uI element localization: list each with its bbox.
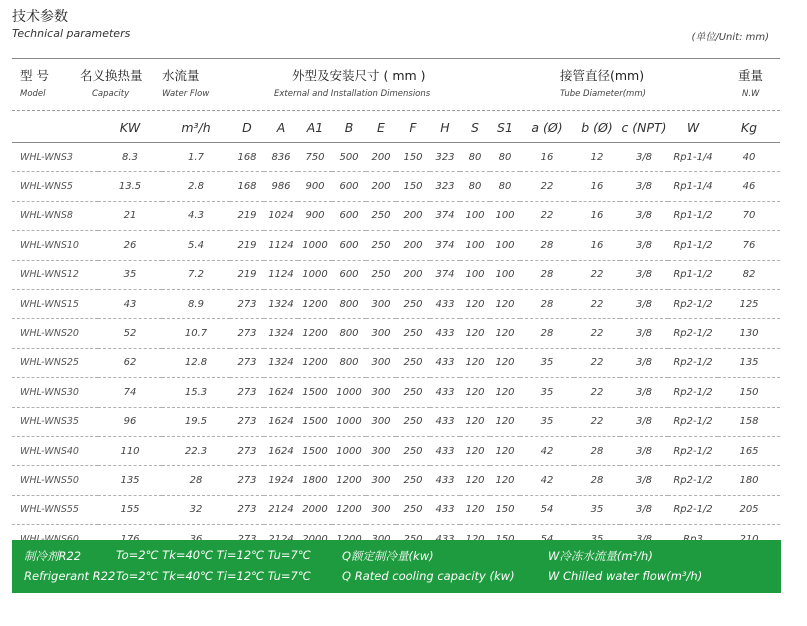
header-tube-en: Tube Diameter(mm) (560, 89, 646, 99)
table-cell: 46 (718, 172, 780, 201)
table-cell: Kg (718, 112, 780, 143)
table-cell: 125 (718, 289, 780, 318)
table-cell: 200 (396, 260, 430, 289)
table-cell: 16 (574, 201, 620, 230)
table-cell: 16 (574, 172, 620, 201)
table-cell: 120 (490, 436, 520, 465)
table-cell: 1124 (264, 260, 298, 289)
table-cell: Rp2-1/2 (668, 495, 718, 524)
table-cell: 374 (430, 231, 460, 260)
model-cell: WHL-WNS8 (12, 201, 98, 230)
header-dimensions (274, 66, 430, 99)
table-cell: 205 (718, 495, 780, 524)
table-cell: 150 (718, 378, 780, 407)
table-cell: 2.8 (162, 172, 230, 201)
table-cell: 1024 (264, 201, 298, 230)
table-cell: 1924 (264, 466, 298, 495)
table-cell: 3/8 (620, 143, 668, 172)
footer-refrigerant-cn: 制冷剂R22 (24, 549, 82, 563)
table-cell: Rp2-1/2 (668, 348, 718, 377)
header-weight-cn: 重量 (738, 68, 764, 83)
header-water-flow-cn: 水流量 (162, 68, 200, 83)
table-cell: 600 (332, 172, 366, 201)
table-cell: m³/h (162, 112, 230, 143)
table-cell: 22 (574, 407, 620, 436)
header-dimensions-en: External and Installation Dimensions (274, 89, 431, 99)
table-cell: 70 (718, 201, 780, 230)
table-cell: 28 (162, 466, 230, 495)
table-cell: 1000 (332, 436, 366, 465)
table-cell: 158 (718, 407, 780, 436)
table-cell: 300 (366, 436, 396, 465)
table-row (12, 319, 780, 348)
footer-q-en: Q Rated cooling capacity (kw) (342, 569, 515, 583)
table-cell: 1624 (264, 378, 298, 407)
table-cell: 120 (460, 319, 490, 348)
table-row (12, 201, 780, 230)
table-cell: 80 (460, 143, 490, 172)
table-cell: Rp1-1/4 (668, 172, 718, 201)
table-row (12, 495, 780, 524)
header-water-flow (162, 66, 209, 99)
table-cell: 1500 (298, 436, 332, 465)
table-cell: 250 (396, 495, 430, 524)
units-row (12, 112, 780, 143)
table-cell: 1200 (298, 289, 332, 318)
table-cell: 600 (332, 260, 366, 289)
table-cell: 150 (396, 143, 430, 172)
table-cell: 120 (460, 466, 490, 495)
table-cell: 150 (396, 172, 430, 201)
table-cell: 200 (366, 143, 396, 172)
table-cell: 168 (230, 172, 264, 201)
header-weight-en: N.W (742, 89, 760, 99)
table-cell: 62 (98, 348, 162, 377)
table-cell: 12.8 (162, 348, 230, 377)
table-cell: 22 (520, 172, 574, 201)
table-cell: 100 (460, 260, 490, 289)
title-cn: 技术参数 (12, 9, 68, 25)
table-cell: 250 (396, 319, 430, 348)
footer-conditions-1: To=2℃ Tk=40℃ Ti=12℃ Tu=7℃ (116, 548, 311, 562)
table-cell: 1324 (264, 348, 298, 377)
table-cell: 120 (490, 289, 520, 318)
table-cell: 22 (574, 260, 620, 289)
table-cell: 120 (460, 436, 490, 465)
table-cell: D (230, 112, 264, 143)
table-cell: 35 (574, 495, 620, 524)
table-cell: 900 (298, 201, 332, 230)
table-cell: Rp1-1/2 (668, 260, 718, 289)
header-weight (738, 66, 763, 99)
table-cell: 35 (520, 348, 574, 377)
table-cell: KW (98, 112, 162, 143)
header-capacity (80, 66, 143, 99)
header-capacity-en: Capacity (92, 89, 130, 99)
table-cell: 3/8 (620, 172, 668, 201)
table-cell: 165 (718, 436, 780, 465)
table-cell: 21 (98, 201, 162, 230)
table-cell: 250 (366, 201, 396, 230)
table-cell: 273 (230, 436, 264, 465)
table-cell: 100 (460, 201, 490, 230)
table-cell: 4.3 (162, 201, 230, 230)
table-cell: 7.2 (162, 260, 230, 289)
table-cell: Rp2-1/2 (668, 378, 718, 407)
table-cell: Rp2-1/2 (668, 289, 718, 318)
table-cell: 120 (460, 348, 490, 377)
table-cell: 374 (430, 201, 460, 230)
table-cell: W (668, 112, 718, 143)
table-cell: F (396, 112, 430, 143)
table-cell: 8.9 (162, 289, 230, 318)
table-cell: 250 (396, 378, 430, 407)
table-cell: 28 (574, 466, 620, 495)
model-cell: WHL-WNS40 (12, 436, 98, 465)
table-cell: 1000 (332, 407, 366, 436)
table-cell: 250 (366, 231, 396, 260)
table-cell: 96 (98, 407, 162, 436)
table-cell: 433 (430, 466, 460, 495)
header-divider (12, 110, 780, 111)
table-cell: 35 (98, 260, 162, 289)
table-row (12, 378, 780, 407)
table-cell: Rp2-1/2 (668, 466, 718, 495)
table-cell: 8.3 (98, 143, 162, 172)
table-cell: 82 (718, 260, 780, 289)
footer-w-en: W Chilled water flow(m³/h) (548, 569, 703, 583)
table-cell: 500 (332, 143, 366, 172)
table-cell: S1 (490, 112, 520, 143)
table-cell: 135 (718, 348, 780, 377)
table-cell: 800 (332, 319, 366, 348)
table-cell: 433 (430, 495, 460, 524)
table-cell: 22 (574, 378, 620, 407)
header-model-cn: 型 号 (20, 68, 49, 83)
header-model-en: Model (20, 89, 46, 99)
table-row (12, 172, 780, 201)
table-cell: 13.5 (98, 172, 162, 201)
table-cell: 300 (366, 348, 396, 377)
model-cell: WHL-WNS50 (12, 466, 98, 495)
table-cell: 1324 (264, 289, 298, 318)
table-cell: 3/8 (620, 378, 668, 407)
table-cell: 200 (396, 231, 430, 260)
table-cell: 1124 (264, 231, 298, 260)
table-cell: Rp2-1/2 (668, 436, 718, 465)
footer-q-cn: Q额定制冷量(kw) (342, 549, 434, 563)
conditions-footer (12, 540, 781, 593)
table-row (12, 143, 780, 172)
model-cell: WHL-WNS15 (12, 289, 98, 318)
table-cell: 273 (230, 319, 264, 348)
table-cell: 3/8 (620, 260, 668, 289)
table-cell: 836 (264, 143, 298, 172)
table-cell: 323 (430, 172, 460, 201)
table-cell: Rp2-1/2 (668, 319, 718, 348)
table-cell: Rp1-1/2 (668, 201, 718, 230)
table-cell: 300 (366, 466, 396, 495)
table-cell: 600 (332, 231, 366, 260)
table-cell: 80 (490, 143, 520, 172)
header-tube-cn: 接管直径(mm) (560, 68, 645, 83)
table-cell: 28 (520, 319, 574, 348)
table-cell: 168 (230, 143, 264, 172)
model-cell: WHL-WNS55 (12, 495, 98, 524)
model-cell: WHL-WNS30 (12, 378, 98, 407)
table-cell: 35 (520, 378, 574, 407)
table-cell: 22 (574, 348, 620, 377)
table-row (12, 466, 780, 495)
table-cell: Rp2-1/2 (668, 407, 718, 436)
header-tube (560, 66, 646, 99)
table-cell: E (366, 112, 396, 143)
table-cell: 28 (574, 436, 620, 465)
table-cell: 180 (718, 466, 780, 495)
table-cell: 250 (396, 289, 430, 318)
table-cell: 42 (520, 466, 574, 495)
table-cell: 323 (430, 143, 460, 172)
table-cell: 1000 (332, 378, 366, 407)
table-cell: 273 (230, 495, 264, 524)
table-cell: 120 (490, 466, 520, 495)
table-cell: H (430, 112, 460, 143)
table-cell: 54 (520, 495, 574, 524)
table-cell: 1200 (332, 495, 366, 524)
table-cell: 250 (396, 348, 430, 377)
table-cell: 3/8 (620, 466, 668, 495)
table-cell: 800 (332, 348, 366, 377)
table-cell: 22 (574, 289, 620, 318)
top-divider (12, 58, 780, 59)
table-cell: 3/8 (620, 348, 668, 377)
header-water-flow-en: Water Flow (162, 89, 210, 99)
table-cell: 1500 (298, 407, 332, 436)
table-cell: 16 (520, 143, 574, 172)
parameters-table (12, 112, 780, 554)
table-cell: 250 (396, 466, 430, 495)
table-row (12, 260, 780, 289)
table-cell: A1 (298, 112, 332, 143)
table-cell: 155 (98, 495, 162, 524)
table-cell: Rp1-1/4 (668, 143, 718, 172)
table-cell: 42 (520, 436, 574, 465)
model-cell (12, 112, 98, 143)
table-cell: 3/8 (620, 201, 668, 230)
table-cell: 433 (430, 319, 460, 348)
table-cell: 3/8 (620, 289, 668, 318)
table-cell: 43 (98, 289, 162, 318)
table-cell: 1500 (298, 378, 332, 407)
table-cell: 100 (490, 231, 520, 260)
table-cell: 433 (430, 289, 460, 318)
table-cell: 76 (718, 231, 780, 260)
table-cell: a (Ø) (520, 112, 574, 143)
table-cell: 273 (230, 466, 264, 495)
footer-w-cn: W冷冻水流量(m³/h) (548, 549, 653, 563)
table-cell: 300 (366, 495, 396, 524)
unit-note: (单位/Unit: mm) (691, 32, 769, 43)
footer-conditions-2: To=2℃ Tk=40℃ Ti=12℃ Tu=7℃ (116, 569, 311, 583)
table-cell: 1.7 (162, 143, 230, 172)
table-cell: 32 (162, 495, 230, 524)
table-cell: 1200 (332, 466, 366, 495)
table-cell: 130 (718, 319, 780, 348)
table-cell: 120 (490, 407, 520, 436)
table-cell: 100 (490, 201, 520, 230)
table-cell: 219 (230, 260, 264, 289)
table-cell: 110 (98, 436, 162, 465)
table-cell: 40 (718, 143, 780, 172)
table-cell: 28 (520, 231, 574, 260)
table-cell: c (NPT) (620, 112, 668, 143)
table-cell: 800 (332, 289, 366, 318)
table-row (12, 348, 780, 377)
table-cell: 433 (430, 348, 460, 377)
table-cell: 19.5 (162, 407, 230, 436)
table-cell: 300 (366, 407, 396, 436)
table-cell: 80 (490, 172, 520, 201)
table-cell: 1000 (298, 231, 332, 260)
model-cell: WHL-WNS20 (12, 319, 98, 348)
table-cell: 100 (460, 231, 490, 260)
table-cell: 433 (430, 378, 460, 407)
table-cell: 22.3 (162, 436, 230, 465)
table-cell: 1200 (298, 319, 332, 348)
table-cell: 52 (98, 319, 162, 348)
table-cell: 150 (490, 495, 520, 524)
table-cell: 16 (574, 231, 620, 260)
table-cell: 120 (460, 289, 490, 318)
table-cell: 35 (520, 407, 574, 436)
table-cell: 135 (98, 466, 162, 495)
table-cell: 1624 (264, 407, 298, 436)
table-cell: 3/8 (620, 319, 668, 348)
table-cell: 273 (230, 348, 264, 377)
table-cell: 22 (574, 319, 620, 348)
table-cell: 120 (460, 495, 490, 524)
table-cell: 3/8 (620, 231, 668, 260)
model-cell: WHL-WNS25 (12, 348, 98, 377)
table-cell: 3/8 (620, 495, 668, 524)
footer-refrigerant-en: Refrigerant R22 (24, 569, 116, 583)
table-cell: 600 (332, 201, 366, 230)
table-cell: 300 (366, 319, 396, 348)
table-cell: 120 (490, 319, 520, 348)
table-cell: 10.7 (162, 319, 230, 348)
model-cell: WHL-WNS3 (12, 143, 98, 172)
table-cell: 1200 (298, 348, 332, 377)
table-cell: 15.3 (162, 378, 230, 407)
table-cell: 374 (430, 260, 460, 289)
table-cell: 900 (298, 172, 332, 201)
header-dimensions-cn: 外型及安装尺寸 ( mm ) (292, 68, 426, 83)
table-cell: 74 (98, 378, 162, 407)
table-cell: 1624 (264, 436, 298, 465)
table-cell: 300 (366, 289, 396, 318)
table-cell: 3/8 (620, 436, 668, 465)
table-cell: 250 (366, 260, 396, 289)
table-cell: 28 (520, 260, 574, 289)
table-row (12, 407, 780, 436)
table-row (12, 231, 780, 260)
table-cell: 250 (396, 436, 430, 465)
header-capacity-cn: 名义换热量 (80, 68, 143, 83)
table-cell: 250 (396, 407, 430, 436)
table-cell: 120 (490, 378, 520, 407)
table-cell: 1800 (298, 466, 332, 495)
model-cell: WHL-WNS10 (12, 231, 98, 260)
table-cell: 26 (98, 231, 162, 260)
table-cell: 120 (460, 378, 490, 407)
table-cell: 120 (460, 407, 490, 436)
table-cell: S (460, 112, 490, 143)
table-cell: 273 (230, 289, 264, 318)
table-cell: 1000 (298, 260, 332, 289)
table-row (12, 289, 780, 318)
table-cell: 100 (490, 260, 520, 289)
table-cell: 986 (264, 172, 298, 201)
table-cell: 433 (430, 436, 460, 465)
table-cell: 219 (230, 201, 264, 230)
model-cell: WHL-WNS5 (12, 172, 98, 201)
table-cell: Rp1-1/2 (668, 231, 718, 260)
table-cell: 300 (366, 378, 396, 407)
table-cell: 28 (520, 289, 574, 318)
table-cell: 273 (230, 407, 264, 436)
table-row (12, 436, 780, 465)
model-cell: WHL-WNS35 (12, 407, 98, 436)
table-cell: 433 (430, 407, 460, 436)
table-cell: 273 (230, 378, 264, 407)
title-en: Technical parameters (12, 27, 131, 40)
table-cell: 22 (520, 201, 574, 230)
table-cell: 200 (396, 201, 430, 230)
table-cell: 5.4 (162, 231, 230, 260)
table-cell: B (332, 112, 366, 143)
model-cell: WHL-WNS12 (12, 260, 98, 289)
table-cell: A (264, 112, 298, 143)
table-cell: b (Ø) (574, 112, 620, 143)
table-cell: 80 (460, 172, 490, 201)
table-cell: 2124 (264, 495, 298, 524)
table-cell: 1324 (264, 319, 298, 348)
table-cell: 120 (490, 348, 520, 377)
table-cell: 2000 (298, 495, 332, 524)
header-model (20, 66, 49, 99)
table-cell: 200 (366, 172, 396, 201)
table-cell: 12 (574, 143, 620, 172)
table-cell: 219 (230, 231, 264, 260)
table-cell: 3/8 (620, 407, 668, 436)
table-cell: 750 (298, 143, 332, 172)
